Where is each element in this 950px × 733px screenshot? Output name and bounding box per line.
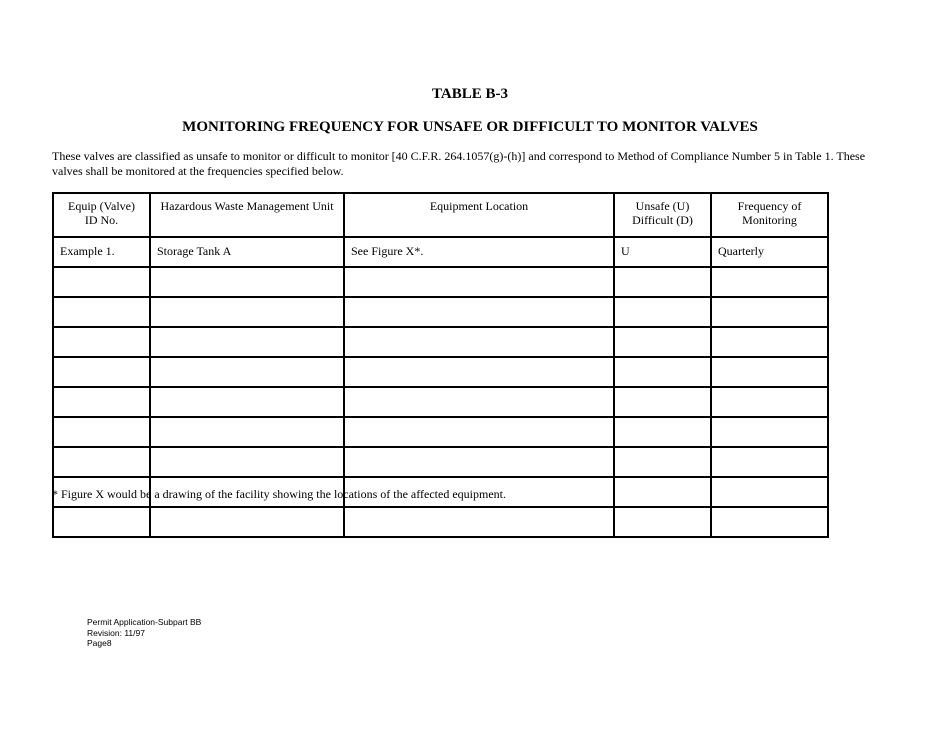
table-row	[53, 327, 828, 357]
header-location: Equipment Location	[344, 193, 614, 237]
header-frequency: Frequency of Monitoring	[711, 193, 828, 237]
table-row	[53, 387, 828, 417]
table-cell	[614, 327, 711, 357]
table-cell	[344, 327, 614, 357]
table-row	[53, 237, 828, 267]
table-row	[53, 357, 828, 387]
footer-document-name: Permit Application-Subpart BB	[87, 617, 202, 627]
table-cell	[614, 297, 711, 327]
table-cell	[53, 357, 150, 387]
table-cell	[150, 267, 344, 297]
page-footer	[87, 617, 201, 649]
table-cell	[53, 507, 150, 537]
table-cell	[711, 267, 828, 297]
table-cell	[150, 507, 344, 537]
table-cell: See Figure X*.	[344, 237, 614, 267]
table-cell	[150, 327, 344, 357]
header-equip-id: Equip (Valve) ID No.	[53, 193, 150, 237]
table-cell	[344, 417, 614, 447]
table-cell	[614, 507, 711, 537]
intro-paragraph: These valves are classified as unsafe to monitor or difficult to monitor [40 C.F.R. 264.1057(g)-(h)] and correspond to Method of Compliance Number 5 in Table 1. These valves shall be monitored at the frequencies specified below.	[52, 149, 866, 178]
table-cell	[614, 267, 711, 297]
footnote: * Figure X would be a drawing of the facility showing the locations of the affected equipment.	[52, 487, 506, 501]
table-cell	[614, 357, 711, 387]
table-cell	[150, 357, 344, 387]
table-cell	[711, 357, 828, 387]
table-cell	[53, 267, 150, 297]
table-cell	[711, 297, 828, 327]
table-cell	[614, 447, 711, 477]
table-cell	[53, 327, 150, 357]
table-cell	[711, 507, 828, 537]
table-cell	[711, 417, 828, 447]
table-title: MONITORING FREQUENCY FOR UNSAFE OR DIFFICULT TO MONITOR VALVES	[182, 119, 758, 135]
table-cell	[344, 357, 614, 387]
footer-page-number: Page8	[87, 638, 112, 648]
table-cell	[53, 297, 150, 327]
table-cell	[53, 387, 150, 417]
table-cell	[53, 417, 150, 447]
table-cell	[614, 387, 711, 417]
table-cell	[711, 477, 828, 507]
table-cell: Storage Tank A	[150, 237, 344, 267]
table-cell	[614, 417, 711, 447]
header-unit: Hazardous Waste Management Unit	[150, 193, 344, 237]
table-cell: Quarterly	[711, 237, 828, 267]
table-cell	[711, 387, 828, 417]
table-number: TABLE B-3	[432, 86, 508, 102]
table-cell	[150, 417, 344, 447]
table-cell	[614, 477, 711, 507]
table-cell	[150, 297, 344, 327]
table-cell	[150, 447, 344, 477]
table-cell: U	[614, 237, 711, 267]
table-row	[53, 447, 828, 477]
footer-revision: Revision: 11/97	[87, 627, 145, 638]
table-cell	[150, 387, 344, 417]
table-cell	[344, 297, 614, 327]
table-row	[53, 417, 828, 447]
table-row	[53, 507, 828, 537]
header-unsafe-difficult: Unsafe (U) Difficult (D)	[614, 193, 711, 237]
table-header-row	[53, 193, 828, 237]
table-row	[53, 297, 828, 327]
table-cell	[711, 327, 828, 357]
table-row	[53, 267, 828, 297]
table-cell	[344, 267, 614, 297]
table-cell	[53, 447, 150, 477]
table-cell	[344, 387, 614, 417]
table-cell	[711, 447, 828, 477]
table-cell: Example 1.	[53, 237, 150, 267]
table-cell	[344, 447, 614, 477]
table-cell	[344, 507, 614, 537]
